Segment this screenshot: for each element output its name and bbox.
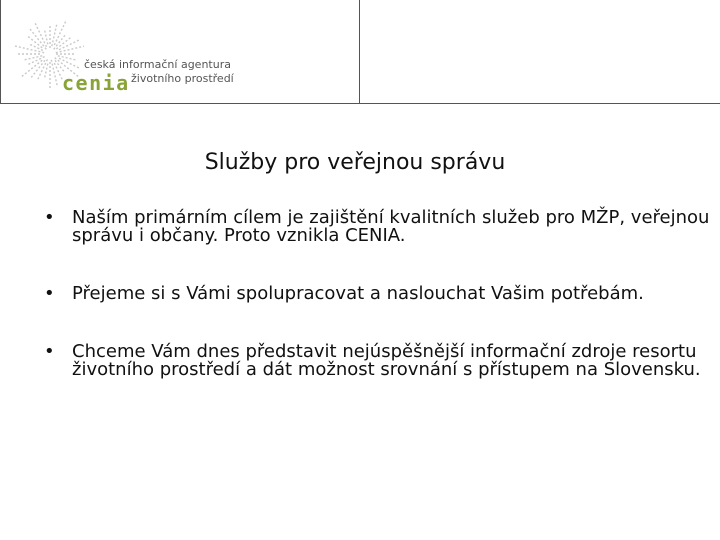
logo-ray bbox=[52, 23, 57, 46]
logo-ray bbox=[45, 64, 48, 78]
agency-name-line2: životního prostředí bbox=[131, 72, 234, 85]
bullet-text: Přejeme si s Vámi spolupracovat a naslouchat Vašim potřebám. bbox=[72, 283, 644, 304]
bullet-item bbox=[40, 209, 710, 245]
bullet-text: Naším primárním cílem je zajištění kvalitních služeb pro MŽP, veřejnou správu i občany. Proto vznikla CENIA. bbox=[72, 207, 710, 246]
bullet-item bbox=[40, 343, 710, 379]
bullet-marker: • bbox=[44, 341, 55, 362]
bullet-list bbox=[40, 209, 710, 419]
bullet-item bbox=[40, 285, 710, 303]
logo-ray bbox=[15, 46, 44, 53]
bullet-text: Chceme Vám dnes představit nejúspěšnější informační zdroje resortu životního prostředí a dát možnost srovnání s přístupem na Slovensku. bbox=[72, 341, 701, 380]
logo-ray bbox=[45, 31, 48, 45]
slide-title: Služby pro veřejnou správu bbox=[204, 150, 506, 175]
agency-name-line1: česká informační agentura bbox=[84, 58, 231, 71]
logo-ray bbox=[23, 56, 43, 60]
cenia-brand-logo: cenia bbox=[62, 71, 130, 95]
header bbox=[0, 0, 720, 104]
header-bottom-border bbox=[0, 103, 720, 104]
header-left-border bbox=[0, 0, 1, 104]
header-divider bbox=[359, 0, 360, 104]
logo-ray bbox=[58, 56, 78, 60]
bullet-marker: • bbox=[44, 283, 55, 304]
bullet-marker: • bbox=[44, 207, 55, 228]
